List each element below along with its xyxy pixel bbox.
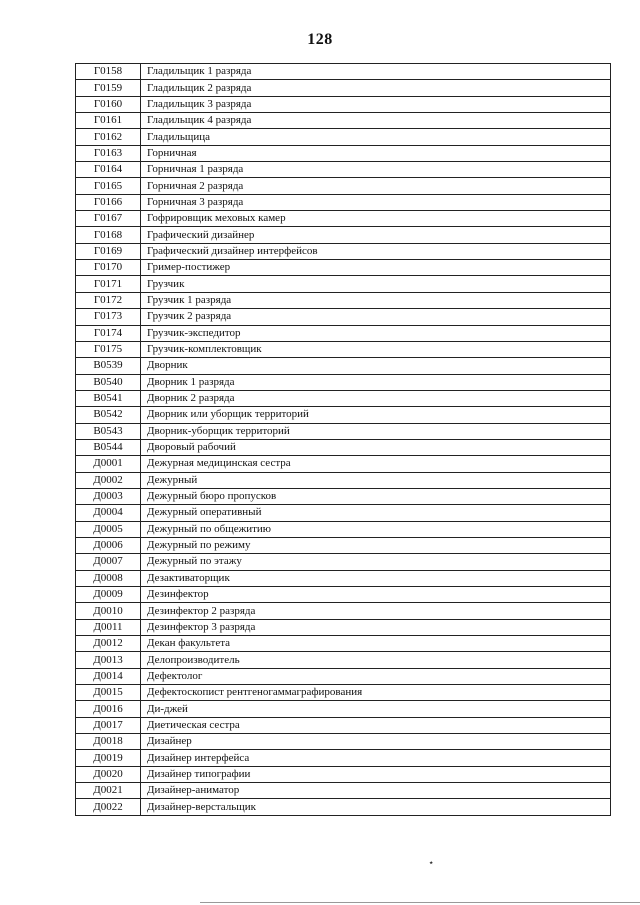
occupation-code: Г0166 — [76, 194, 141, 210]
table-row — [76, 227, 611, 243]
table-row — [76, 488, 611, 504]
occupation-code: Д0015 — [76, 685, 141, 701]
table-row — [76, 619, 611, 635]
table-row — [76, 505, 611, 521]
occupation-code: Г0165 — [76, 178, 141, 194]
occupation-code: В0540 — [76, 374, 141, 390]
table-row — [76, 341, 611, 357]
occupation-name: Гладильщик 4 разряда — [141, 113, 611, 129]
occupation-name: Дежурный бюро пропусков — [141, 488, 611, 504]
occupation-name: Дворник — [141, 358, 611, 374]
occupation-name: Гладильщик 3 разряда — [141, 96, 611, 112]
footer-mark: ٭ — [429, 858, 434, 867]
occupation-name: Дизайнер — [141, 734, 611, 750]
occupation-code: Д0014 — [76, 668, 141, 684]
occupation-name: Графический дизайнер интерфейсов — [141, 243, 611, 259]
table-row — [76, 783, 611, 799]
occupation-name: Дезинфектор — [141, 587, 611, 603]
occupation-codes-table — [75, 63, 611, 816]
occupation-code: Г0172 — [76, 292, 141, 308]
occupation-code: Г0162 — [76, 129, 141, 145]
table-row — [76, 407, 611, 423]
occupation-code: Д0018 — [76, 734, 141, 750]
table-row — [76, 358, 611, 374]
occupation-code: Д0012 — [76, 636, 141, 652]
occupation-name: Дефектоскопист рентгеногаммаграфирования — [141, 685, 611, 701]
occupation-name: Гример-постижер — [141, 260, 611, 276]
occupation-name: Дворник 2 разряда — [141, 390, 611, 406]
occupation-name: Дизайнер интерфейса — [141, 750, 611, 766]
table-row — [76, 799, 611, 815]
occupation-name: Дежурная медицинская сестра — [141, 456, 611, 472]
occupation-name: Горничная 3 разряда — [141, 194, 611, 210]
occupation-name: Грузчик-комплектовщик — [141, 341, 611, 357]
occupation-code: Д0004 — [76, 505, 141, 521]
table-row — [76, 325, 611, 341]
occupation-name: Дворник 1 разряда — [141, 374, 611, 390]
occupation-name: Дежурный по этажу — [141, 554, 611, 570]
table-row — [76, 537, 611, 553]
occupation-code: В0543 — [76, 423, 141, 439]
occupation-code: Г0161 — [76, 113, 141, 129]
occupation-name: Дезинфектор 3 разряда — [141, 619, 611, 635]
occupation-name: Дизайнер-аниматор — [141, 783, 611, 799]
occupation-code: Г0168 — [76, 227, 141, 243]
occupation-code: Г0159 — [76, 80, 141, 96]
table-row — [76, 636, 611, 652]
table-row — [76, 194, 611, 210]
occupation-name: Горничная 1 разряда — [141, 162, 611, 178]
occupation-code: Д0005 — [76, 521, 141, 537]
occupation-code: Г0163 — [76, 145, 141, 161]
table-row — [76, 96, 611, 112]
table-row — [76, 162, 611, 178]
occupation-name: Дежурный по режиму — [141, 537, 611, 553]
occupation-name: Горничная 2 разряда — [141, 178, 611, 194]
occupation-code: Г0164 — [76, 162, 141, 178]
occupation-code: Г0173 — [76, 309, 141, 325]
table-row — [76, 750, 611, 766]
table-row — [76, 113, 611, 129]
occupation-code: Г0175 — [76, 341, 141, 357]
occupation-name: Гладильщик 2 разряда — [141, 80, 611, 96]
occupation-name: Грузчик 1 разряда — [141, 292, 611, 308]
occupation-code: Д0006 — [76, 537, 141, 553]
occupation-name: Дизайнер-верстальщик — [141, 799, 611, 815]
occupation-code: Г0174 — [76, 325, 141, 341]
occupation-code: Д0003 — [76, 488, 141, 504]
table-row — [76, 80, 611, 96]
occupation-code: В0542 — [76, 407, 141, 423]
occupation-name: Дезинфектор 2 разряда — [141, 603, 611, 619]
occupation-code: Г0171 — [76, 276, 141, 292]
occupation-name: Гофрировщик меховых камер — [141, 211, 611, 227]
occupation-code: Г0158 — [76, 64, 141, 80]
occupation-code: Д0016 — [76, 701, 141, 717]
table-row — [76, 456, 611, 472]
occupation-name: Дворник или уборщик территорий — [141, 407, 611, 423]
table-row — [76, 243, 611, 259]
table-row — [76, 390, 611, 406]
occupation-code: Д0022 — [76, 799, 141, 815]
table-row — [76, 178, 611, 194]
occupation-code: Г0170 — [76, 260, 141, 276]
table-row — [76, 603, 611, 619]
occupation-code: Д0020 — [76, 766, 141, 782]
occupation-name: Ди-джей — [141, 701, 611, 717]
occupation-name: Дежурный оперативный — [141, 505, 611, 521]
table-row — [76, 64, 611, 80]
occupation-name: Делопроизводитель — [141, 652, 611, 668]
table-row — [76, 668, 611, 684]
occupation-code: Г0160 — [76, 96, 141, 112]
occupation-code: Д0009 — [76, 587, 141, 603]
occupation-name: Декан факультета — [141, 636, 611, 652]
occupation-code: Д0013 — [76, 652, 141, 668]
table-row — [76, 570, 611, 586]
occupation-name: Грузчик — [141, 276, 611, 292]
table-row — [76, 439, 611, 455]
table-row — [76, 423, 611, 439]
occupation-code: В0544 — [76, 439, 141, 455]
occupation-name: Диетическая сестра — [141, 717, 611, 733]
occupation-code: Д0001 — [76, 456, 141, 472]
table-row — [76, 734, 611, 750]
occupation-code: Д0008 — [76, 570, 141, 586]
occupation-code: Д0007 — [76, 554, 141, 570]
bottom-edge-line — [200, 902, 640, 903]
table-row — [76, 292, 611, 308]
table-row — [76, 766, 611, 782]
occupation-code: Д0011 — [76, 619, 141, 635]
occupation-code: В0539 — [76, 358, 141, 374]
occupation-code: Г0169 — [76, 243, 141, 259]
table-row — [76, 145, 611, 161]
page-number: 128 — [307, 31, 333, 48]
occupation-code: Д0017 — [76, 717, 141, 733]
table-row — [76, 717, 611, 733]
occupation-name: Дежурный по общежитию — [141, 521, 611, 537]
table-row — [76, 587, 611, 603]
table-row — [76, 129, 611, 145]
table-row — [76, 260, 611, 276]
occupation-code: Д0019 — [76, 750, 141, 766]
table-row — [76, 276, 611, 292]
table-row — [76, 685, 611, 701]
occupation-name: Дефектолог — [141, 668, 611, 684]
table-row — [76, 554, 611, 570]
occupation-codes-body — [76, 64, 611, 816]
table-row — [76, 211, 611, 227]
table-row — [76, 309, 611, 325]
table-row — [76, 521, 611, 537]
table-row — [76, 374, 611, 390]
occupation-name: Дворник-уборщик территорий — [141, 423, 611, 439]
occupation-name: Дежурный — [141, 472, 611, 488]
occupation-name: Грузчик 2 разряда — [141, 309, 611, 325]
table-row — [76, 701, 611, 717]
occupation-code: В0541 — [76, 390, 141, 406]
occupation-name: Дезактиваторщик — [141, 570, 611, 586]
table-row — [76, 652, 611, 668]
occupation-code: Д0010 — [76, 603, 141, 619]
occupation-code: Д0021 — [76, 783, 141, 799]
table-row — [76, 472, 611, 488]
occupation-name: Дворовый рабочий — [141, 439, 611, 455]
occupation-name: Горничная — [141, 145, 611, 161]
occupation-name: Грузчик-экспедитор — [141, 325, 611, 341]
occupation-name: Гладильщик 1 разряда — [141, 64, 611, 80]
occupation-name: Дизайнер типографии — [141, 766, 611, 782]
occupation-code: Г0167 — [76, 211, 141, 227]
occupation-name: Графический дизайнер — [141, 227, 611, 243]
occupation-name: Гладильщица — [141, 129, 611, 145]
occupation-code: Д0002 — [76, 472, 141, 488]
